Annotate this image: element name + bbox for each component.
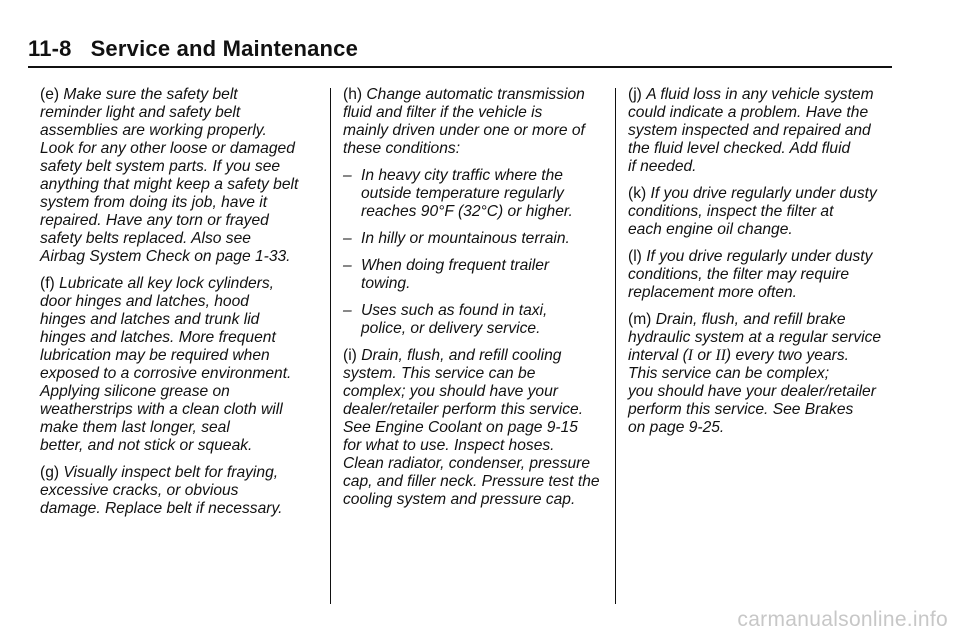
text-line: lubrication may be required when: [40, 347, 270, 364]
page-number: 11-8: [28, 36, 72, 61]
text-fragment: interval (: [628, 347, 688, 364]
text-line: If you drive regularly under dusty: [650, 185, 877, 202]
dash-bullet: –: [343, 302, 352, 319]
text-line: Clean radiator, condenser, pressure: [343, 455, 591, 472]
text-line: In heavy city traffic where the: [361, 167, 563, 184]
list-item: [343, 302, 605, 338]
text-line: [628, 347, 900, 365]
text-line: hydraulic system at a regular service: [628, 329, 882, 346]
text-line: cap, and filler neck. Pressure test the: [343, 473, 600, 490]
text-line: Look for any other loose or damaged: [40, 140, 295, 157]
text-line: Lubricate all key lock cylinders,: [59, 275, 275, 292]
list-item: [343, 230, 605, 248]
condition-list: [343, 167, 605, 338]
text-line: Drain, flush, and refill cooling: [361, 347, 562, 364]
text-line: could indicate a problem. Have the: [628, 104, 869, 121]
item-f: [40, 275, 312, 455]
text-line: replacement more often.: [628, 284, 798, 301]
page-header: [28, 36, 892, 66]
text-line: conditions, the filter may require: [628, 266, 850, 283]
list-item: [343, 167, 605, 221]
item-e: [40, 86, 312, 266]
dash-bullet: –: [343, 230, 352, 247]
text-line: Uses such as found in taxi,: [361, 302, 548, 319]
text-line: This service can be complex;: [628, 365, 830, 382]
text-line: hinges and latches. More frequent: [40, 329, 276, 346]
roman-numeral: I: [687, 347, 693, 364]
text-line: conditions, inspect the filter at: [628, 203, 834, 220]
text-line: hinges and latches and trunk lid: [40, 311, 260, 328]
text-line: anything that might keep a safety belt: [40, 176, 299, 193]
text-line: dealer/retailer perform this service.: [343, 401, 584, 418]
column-1: [40, 86, 312, 527]
text-line: In hilly or mountainous terrain.: [361, 230, 570, 247]
text-line: excessive cracks, or obvious: [40, 482, 239, 499]
text-line: assemblies are working properly.: [40, 122, 267, 139]
item-tag: (k): [628, 185, 647, 202]
text-line: cooling system and pressure cap.: [343, 491, 576, 508]
text-line: safety belts replaced. Also see: [40, 230, 251, 247]
list-item: [343, 257, 605, 293]
text-fragment: or: [693, 347, 716, 364]
text-line: repaired. Have any torn or frayed: [40, 212, 269, 229]
item-tag: (i): [343, 347, 357, 364]
text-line: if needed.: [628, 158, 697, 175]
text-line: Drain, flush, and refill brake: [655, 311, 846, 328]
text-line: exposed to a corrosive environment.: [40, 365, 292, 382]
text-line: reminder light and safety belt: [40, 104, 241, 121]
text-line: system from doing its job, have it: [40, 194, 268, 211]
text-line: fluid and filter if the vehicle is: [343, 104, 543, 121]
text-line: complex; you should have your: [343, 383, 558, 400]
text-line: each engine oil change.: [628, 221, 793, 238]
item-tag: (h): [343, 86, 363, 103]
item-tag: (j): [628, 86, 642, 103]
text-line: Airbag System Check on page 1-33.: [40, 248, 291, 265]
text-line: for what to use. Inspect hoses.: [343, 437, 555, 454]
watermark: carmanualsonline.info: [737, 608, 948, 631]
text-line: outside temperature regularly: [361, 185, 564, 202]
item-l: [628, 248, 900, 302]
item-tag: (m): [628, 311, 652, 328]
text-line: safety belt system parts. If you see: [40, 158, 281, 175]
text-line: If you drive regularly under dusty: [646, 248, 873, 265]
text-line: you should have your dealer/retailer: [628, 383, 876, 400]
text-line: Applying silicone grease on: [40, 383, 230, 400]
item-tag: (f): [40, 275, 55, 292]
column-divider-1: [330, 88, 331, 604]
text-fragment: ) every two years.: [725, 347, 849, 364]
item-h: [343, 86, 605, 158]
text-line: reaches 90°F (32°C) or higher.: [361, 203, 573, 220]
item-tag: (g): [40, 464, 60, 481]
text-line: system. This service can be: [343, 365, 536, 382]
item-tag: (l): [628, 248, 642, 265]
text-line: the fluid level checked. Add fluid: [628, 140, 851, 157]
item-g: [40, 464, 312, 518]
column-3: [628, 86, 900, 446]
roman-numeral: II: [715, 347, 726, 364]
text-line: perform this service. See Brakes: [628, 401, 854, 418]
section-title: Service and Maintenance: [90, 36, 359, 61]
text-line: mainly driven under one or more of: [343, 122, 585, 139]
text-line: Change automatic transmission: [366, 86, 585, 103]
dash-bullet: –: [343, 167, 352, 184]
text-line: on page 9-25.: [628, 419, 725, 436]
item-j: [628, 86, 900, 176]
item-m: [628, 311, 900, 437]
text-line: door hinges and latches, hood: [40, 293, 249, 310]
item-i: [343, 347, 605, 509]
text-line: Make sure the safety belt: [63, 86, 238, 103]
column-2: [343, 86, 605, 518]
item-tag: (e): [40, 86, 60, 103]
text-line: damage. Replace belt if necessary.: [40, 500, 283, 517]
text-line: A fluid loss in any vehicle system: [646, 86, 874, 103]
text-line: system inspected and repaired and: [628, 122, 871, 139]
text-line: When doing frequent trailer: [361, 257, 550, 274]
text-line: make them last longer, seal: [40, 419, 230, 436]
text-line: these conditions:: [343, 140, 461, 157]
text-line: towing.: [361, 275, 411, 292]
dash-bullet: –: [343, 257, 352, 274]
text-line: See Engine Coolant on page 9-15: [343, 419, 578, 436]
page-title: [28, 36, 358, 62]
item-k: [628, 185, 900, 239]
text-line: weatherstrips with a clean cloth will: [40, 401, 283, 418]
text-line: better, and not stick or squeak.: [40, 437, 253, 454]
column-divider-2: [615, 88, 616, 604]
text-line: Visually inspect belt for fraying,: [63, 464, 279, 481]
text-line: police, or delivery service.: [361, 320, 541, 337]
header-rule: [28, 66, 892, 68]
